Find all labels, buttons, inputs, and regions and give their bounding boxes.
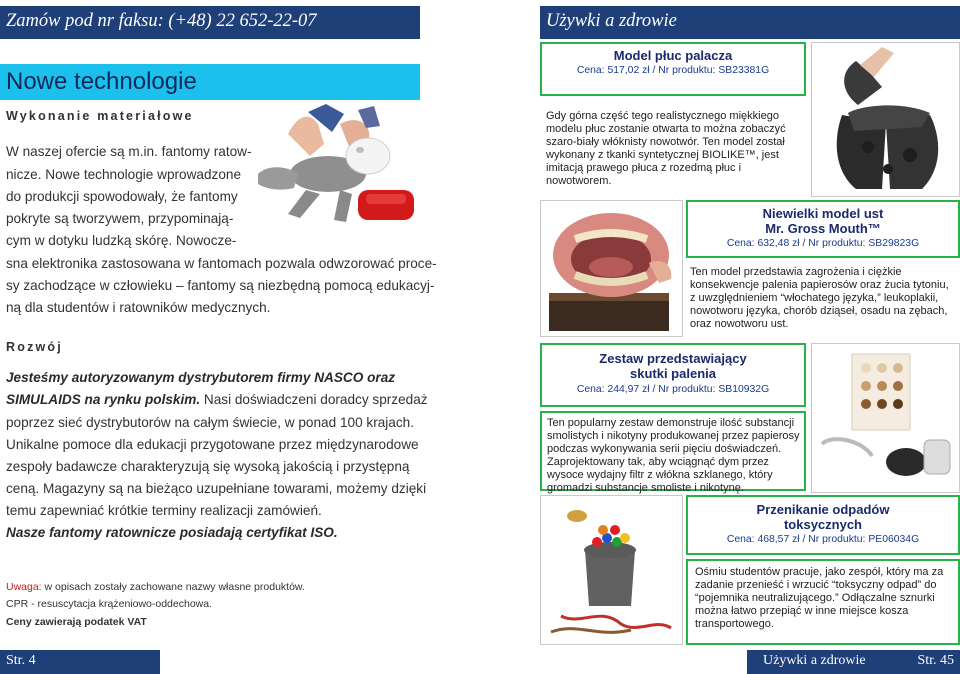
right-header-bar <box>540 6 960 39</box>
smoker-lungs-model-image <box>811 42 960 197</box>
cpr-manikin-image <box>248 104 420 236</box>
wykonanie-line-7: ną dla studentów i ratowników medycznych. <box>6 300 271 315</box>
product-mouth-price: Cena: 632,48 zł / Nr produktu: SB29823G <box>726 238 920 249</box>
wykonanie-line-4: cym w dotyku ludzką skórę. Nowocze- <box>6 233 237 248</box>
right-header-title: Używki a zdrowie <box>546 11 677 31</box>
wykonanie-line-3: pokryte są tworzywem, przypominają- <box>6 211 234 226</box>
rozwoj-final: Nasze fantomy ratownicze posiadają certyfikat ISO. <box>6 525 338 540</box>
rozwoj-line-2 <box>6 389 428 411</box>
product-waste-title-1: Przenikanie odpadów <box>756 502 890 517</box>
toxic-waste-game-image <box>540 495 683 645</box>
product-waste-desc: Ośmiu studentów pracuje, jako zespół, który ma za zadanie przenieść i wrzucić “toksyczny odpad” do “pojemnika neutralizującego.” Odłączalne sznurki można łatwo przepiąć w inne miejsce kosza transportowego. <box>695 566 944 630</box>
wykonanie-line-6: sy zachodzące w człowieku – fantomy są niezbędną pomocą edukacyj- <box>6 278 435 293</box>
product-lungs-desc: Gdy górna część tego realistycznego miękkiego modelu płuc zostanie otwarta to można zobaczyć szaro-biały włóknisty nowotwór. Ten model został wykonany z tkanki syntetycznej BIOLIKE™, jest imitacją prawego płuca z rozedmą płuc i nowotworem. <box>546 110 786 187</box>
uwaga-label: Uwaga: <box>6 581 42 593</box>
product-waste-header <box>686 495 960 555</box>
product-lungs-title: Model płuc palacza <box>613 48 733 63</box>
rozwoj-line-2-bold: SIMULAIDS na rynku polskim. <box>6 392 201 407</box>
product-mouth-title-1: Niewielki model ust <box>762 206 884 221</box>
product-waste-price: Cena: 468,57 zł / Nr produktu: PE06034G <box>726 534 920 545</box>
product-kit-header <box>540 343 806 407</box>
uwaga-note <box>6 581 305 593</box>
rozwoj-line-7: temu zapewniać krótkie terminy realizacji zamówień. <box>6 503 322 518</box>
product-mouth-header <box>686 200 960 258</box>
wykonanie-line-2: do produkcji spowodowały, że fantomy <box>6 189 238 204</box>
product-lungs-header <box>540 42 806 96</box>
rozwoj-line-4: Unikalne pomoce dla edukacji przygotowane przez międzynarodowe <box>6 437 419 452</box>
product-lungs-price: Cena: 517,02 zł / Nr produktu: SB23381G <box>576 65 770 76</box>
left-footer-page: Str. 4 <box>6 653 36 668</box>
wykonanie-line-5: sna elektronika zastosowana w fantomach pozwala odwzorować proce- <box>6 256 437 271</box>
smoking-kit-image <box>811 343 960 493</box>
product-kit-title-1: Zestaw przedstawiający <box>599 351 747 366</box>
wykonanie-line-1: nicze. Nowe technologie wprowadzone <box>6 167 242 182</box>
product-waste-desc-box <box>686 559 960 645</box>
product-mouth-title-2: Mr. Gross Mouth™ <box>765 221 881 236</box>
right-footer-bar <box>747 650 960 674</box>
product-waste-title-2: toksycznych <box>783 517 863 532</box>
wykonanie-line-0: W naszej ofercie są m.in. fantomy ratow- <box>6 144 252 159</box>
rozwoj-heading: Rozwój <box>6 340 63 354</box>
right-footer-label: Używki a zdrowie <box>763 653 866 668</box>
left-header-title: Zamów pod nr faksu: (+48) 22 652-22-07 <box>6 11 317 31</box>
gross-mouth-model-image <box>540 200 683 337</box>
product-mouth-desc: Ten model przedstawia zagrożenia i ciężkie konsekwencje palenia papierosów oraz żucia tytoniu, z uwzględnieniem “włochatego języka,” leukoplakii, nowotworu języka, chorób dziąseł, osadu na zębach, oraz nowotworu ust. <box>690 266 949 330</box>
rozwoj-line-2-rest: Nasi doświadczeni doradcy sprzedaż <box>200 392 428 407</box>
product-kit-price: Cena: 244,97 zł / Nr produktu: SB10932G <box>576 384 770 395</box>
product-kit-desc: Ten popularny zestaw demonstruje ilość substancji smolistych i nikotyny produkowanej przez papierosy podczas wykonywania serii pięciu doświadczeń. Zaprojektowany tak, aby wciągnąć dym przez wysoce wydajny filtr z włókna szklanego, który gromadzi substancje smoliste i nikotynę. <box>547 417 800 494</box>
vat-note: Ceny zawierają podatek VAT <box>6 616 147 628</box>
product-kit-title-2: skutki palenia <box>630 366 716 381</box>
cpr-note: CPR - resuscytacja krążeniowo-oddechowa. <box>6 598 213 610</box>
left-footer-bar <box>0 650 160 674</box>
uwaga-text: w opisach zostały zachowane nazwy własne produktów. <box>41 581 305 593</box>
rozwoj-line-3: poprzez sieć dystrybutorów na całym świecie, w ponad 100 krajach. <box>6 415 415 430</box>
rozwoj-line-5: zespoły badawcze charakteryzują się wysoką jakością i przystępną <box>6 459 410 474</box>
rozwoj-line-1: Jesteśmy autoryzowanym dystrybutorem firmy NASCO oraz <box>6 370 396 385</box>
left-header-bar <box>0 6 420 39</box>
right-footer-page: Str. 45 <box>917 653 954 668</box>
rozwoj-line-6: ceną. Magazyny są na bieżąco uzupełniane towarami, możemy dzięki <box>6 481 427 496</box>
product-kit-desc-box <box>540 411 806 494</box>
wykonanie-heading: Wykonanie materiałowe <box>6 109 194 123</box>
section-title: Nowe technologie <box>0 64 420 100</box>
